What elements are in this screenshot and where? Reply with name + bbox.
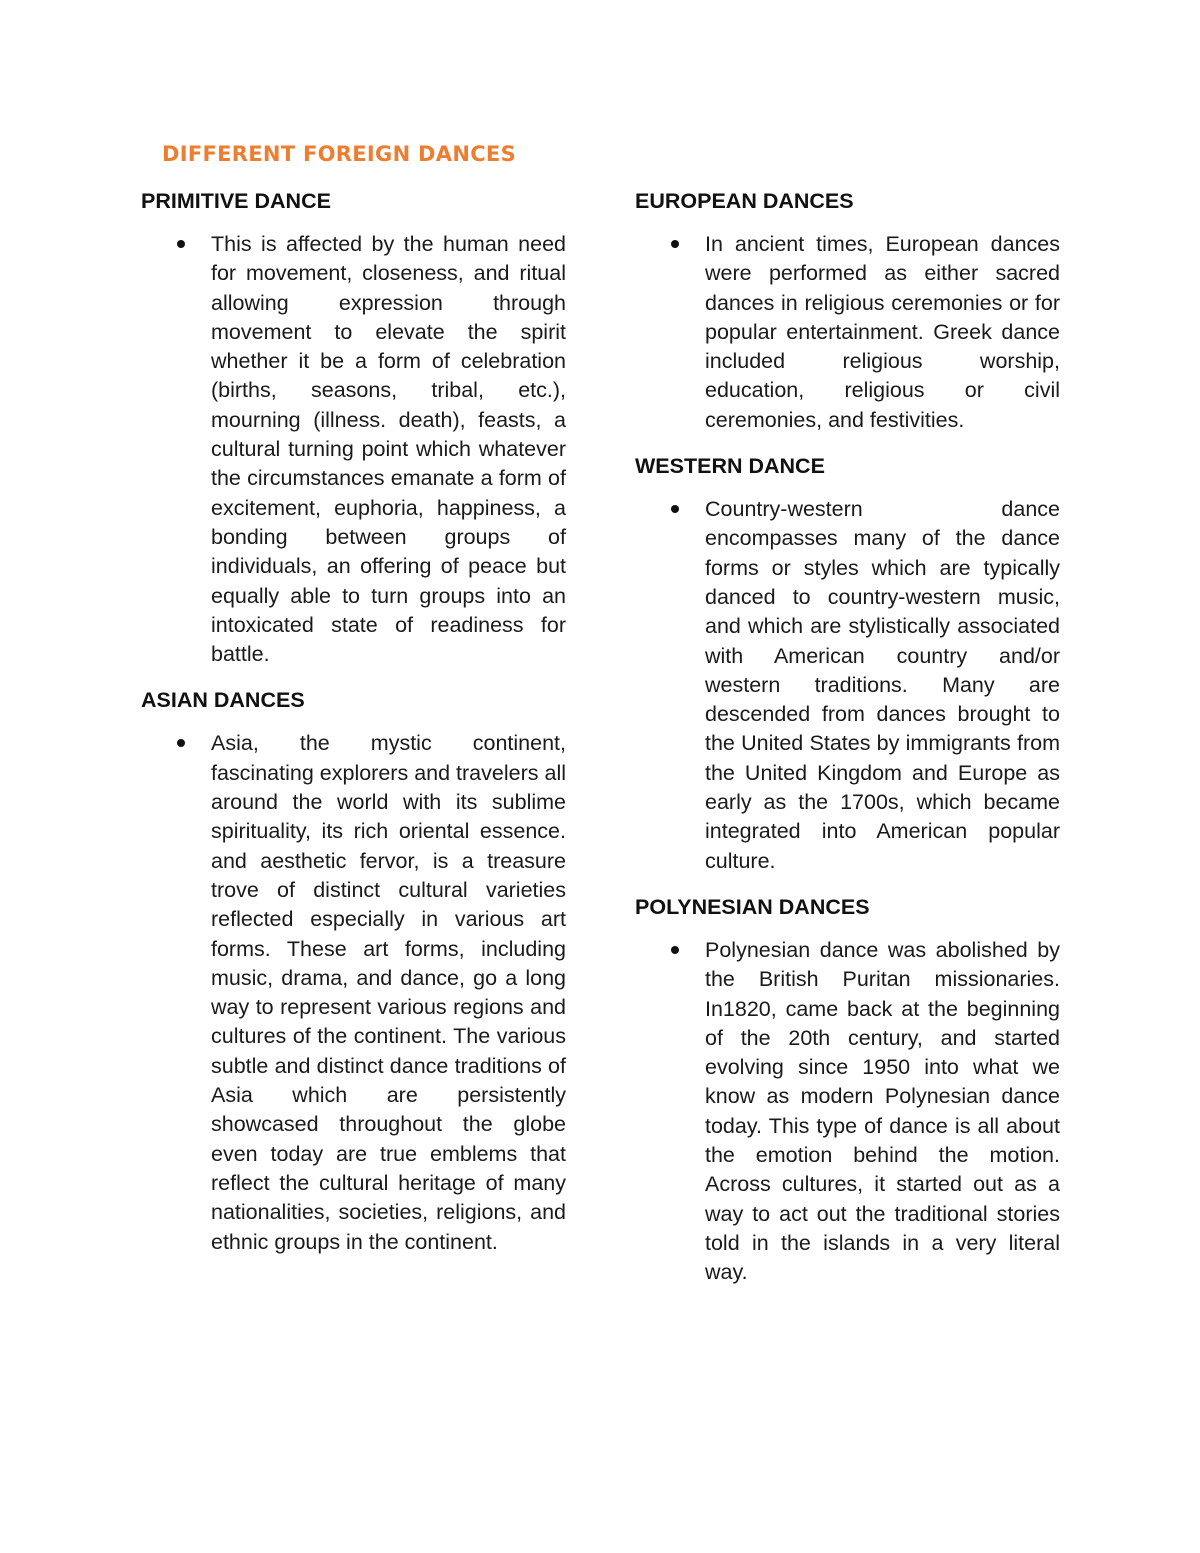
section-primitive-dance bbox=[141, 188, 566, 669]
bullet-icon bbox=[177, 739, 185, 747]
paragraph: Country-western dance encompasses many of the dance forms or styles which are typically danced to country-western music, and which are stylistically associated with American country and/or western traditions. Many are descended from dances brought to the United States by immigrants from the United Kingdom and Europe as early as the 1700s, which became integrated into American popular culture. bbox=[705, 497, 1060, 873]
section-heading: PRIMITIVE DANCE bbox=[141, 189, 331, 213]
document-title: DIFFERENT FOREIGN DANCES bbox=[162, 142, 516, 166]
section-heading: ASIAN DANCES bbox=[141, 688, 305, 713]
paragraph: Polynesian dance was abolished by the British Puritan missionaries. In1820, came back at the beginning of the 20th century, and started evolving since 1950 into what we know as modern Polynesian dance today. This type of dance is all about the emotion behind the motion. Across cultures, it started out as a way to act out the traditional stories told in the islands in a very literal way. bbox=[705, 937, 1060, 1285]
section-heading: WESTERN DANCE bbox=[635, 454, 825, 479]
left-column bbox=[141, 188, 566, 1275]
section-heading: EUROPEAN DANCES bbox=[635, 189, 854, 213]
right-column bbox=[635, 188, 1060, 1306]
bullet-icon bbox=[671, 505, 679, 513]
paragraph: Asia, the mystic continent, fascinating explorers and travelers all around the world with its sublime spirituality, its rich oriental essence. and aesthetic fervor, is a treasure trove of distinct cultural varieties reflected especially in various art forms. These art forms, including music, drama, and dance, go a long way to represent various regions and cultures of the continent. The various subtle and distinct dance traditions of Asia which are persistently showcased throughout the globe even today are true emblems that reflect the cultural heritage of many nationalities, societies, religions, and ethnic groups in the continent. bbox=[211, 731, 566, 1254]
section-european-dances bbox=[635, 188, 1060, 435]
list-item bbox=[635, 230, 1060, 435]
section-asian-dances bbox=[141, 687, 566, 1256]
list-item bbox=[635, 936, 1060, 1288]
section-western-dance bbox=[635, 453, 1060, 876]
section-polynesian-dances bbox=[635, 894, 1060, 1288]
bullet-icon bbox=[671, 240, 679, 248]
section-heading: POLYNESIAN DANCES bbox=[635, 894, 870, 919]
list-item bbox=[141, 729, 566, 1256]
paragraph: In ancient times, European dances were performed as either sacred dances in religious ceremonies or for popular entertainment. Greek dance included religious worship, education, religious or civil ceremonies, and festivities. bbox=[705, 232, 1060, 432]
bullet-icon bbox=[177, 240, 185, 248]
paragraph: This is affected by the human need for movement, closeness, and ritual allowing expression through movement to elevate the spirit whether it be a form of celebration (births, seasons, tribal, etc.), mourning (illness. death), feasts, a cultural turning point which whatever the circumstances emanate a form of excitement, euphoria, happiness, a bonding between groups of individuals, an offering of peace but equally able to turn groups into an intoxicated state of readiness for battle. bbox=[211, 232, 566, 667]
bullet-icon bbox=[671, 946, 679, 954]
list-item bbox=[141, 230, 566, 669]
list-item bbox=[635, 495, 1060, 876]
